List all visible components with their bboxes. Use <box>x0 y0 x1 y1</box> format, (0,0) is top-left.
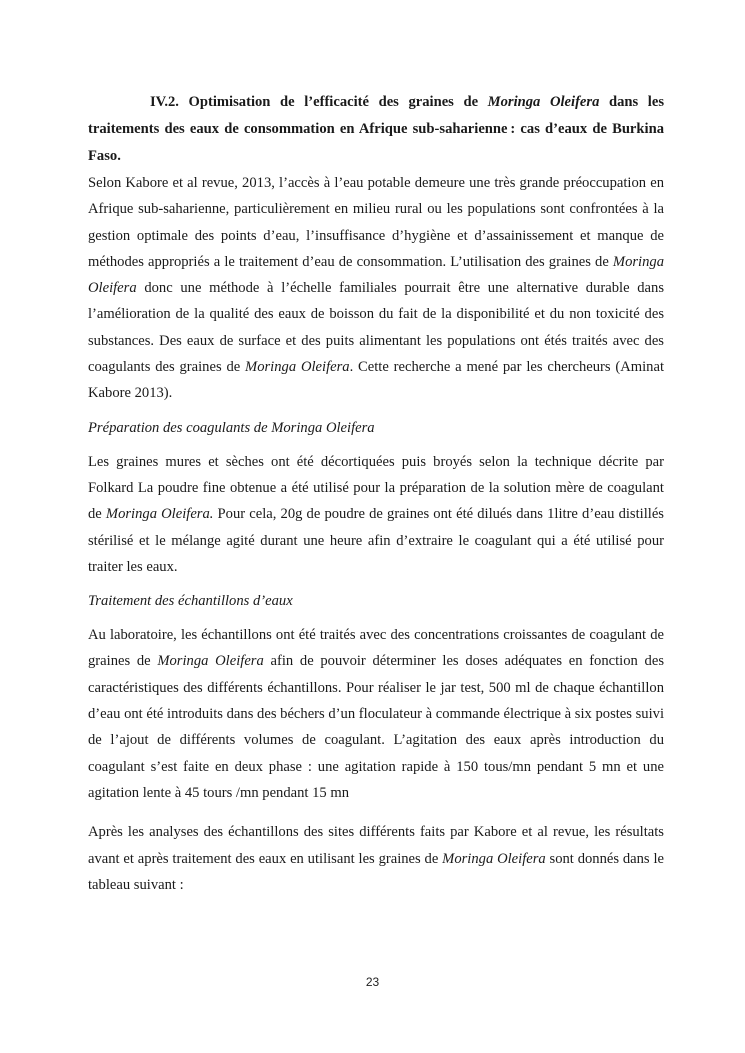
page-content <box>88 89 664 898</box>
intro-text-3: . Cette recherche a mené par les chercheurs (Aminat Kabore 2013). <box>88 359 664 402</box>
closing-paragraph <box>88 819 664 898</box>
traitement-text-1: Au laboratoire, les échantillons ont été traités avec des concentrations croissantes de coagulant de graines de <box>88 627 664 670</box>
heading-text: IV.2. Optimisation de l’efficacité des graines de <box>150 94 488 110</box>
intro-species-2: Moringa Oleifera <box>245 359 350 376</box>
section-heading <box>88 89 664 170</box>
preparation-text-2: Pour cela, 20g de poudre de graines ont été dilués dans 1litre d’eau distillés stérilisé et le mélange agité durant une heure afin d’extraire le coagulant qui a été utilisé pour traiter les eaux. <box>88 506 664 575</box>
traitement-paragraph <box>88 622 664 806</box>
closing-text-1: Après les analyses des échantillons des sites différents faits par Kabore et al revue, les résultats avant et après traitement des eaux en utilisant les graines de <box>88 824 664 867</box>
subsection-title-traitement: Traitement des échantillons d’eaux <box>88 593 293 610</box>
closing-species: Moringa Oleifera <box>442 850 546 867</box>
preparation-text-1: Les graines mures et sèches ont été décortiquées puis broyés selon la technique décrite par Folkard La poudre fine obtenue a été utilisé pour la préparation de la solution mère de coagulant de <box>88 453 664 523</box>
intro-text-1: Selon Kabore et al revue, 2013, l’accès à l’eau potable demeure une très grande préoccupation en Afrique sub-saharienne, particulièrement en milieu rural ou les populations sont confrontées à la gestion optimale des points d’eau, l’insuffisance d’hygiène et d’assainissement et manque de méthodes appropriés a le traitement d’eau de consommation. L’utilisation des graines de <box>88 175 664 270</box>
page-number: 23 <box>365 975 380 989</box>
preparation-paragraph <box>88 449 664 580</box>
heading-text-end: dans les traitements des eaux de consommation en Afrique sub-saharienne : cas d’eaux de Burkina Faso. <box>88 94 664 164</box>
preparation-species: Moringa Oleifera. <box>105 506 214 523</box>
heading-species: Moringa Oleifera <box>487 94 600 110</box>
traitement-text-2: afin de pouvoir déterminer les doses adéquates en fonction des caractéristiques des différents échantillons. Pour réaliser le jar test, 500 ml de chaque échantillon d’eau ont été introduits dans des béchers d’un floculateur à commande électrique à six postes suivi de l’ajout de différents volumes de coagulant. L’agitation des eaux après introduction du coagulant s’est faite en deux phase : une agitation rapide à 150 tous/mn pendant 5 mn et une agitation lente à 45 tours /mn pendant 15 mn <box>88 653 664 801</box>
traitement-species: Moringa Oleifera <box>157 653 264 670</box>
subsection-title-preparation: Préparation des coagulants de Moringa Oleifera <box>88 419 375 436</box>
intro-paragraph <box>88 170 664 407</box>
intro-species-1: Moringa Oleifera <box>88 253 664 297</box>
closing-text-2: sont donnés dans le tableau suivant : <box>88 850 664 893</box>
intro-text-2: donc une méthode à l’échelle familiales pourrait être une alternative durable dans l’amélioration de la qualité des eaux de boisson du fait de la disponibilité et du non toxicité des substances. Des eaux de surface et des puits alimentant les populations ont étés traités avec des coagulants des graines de <box>88 280 664 376</box>
